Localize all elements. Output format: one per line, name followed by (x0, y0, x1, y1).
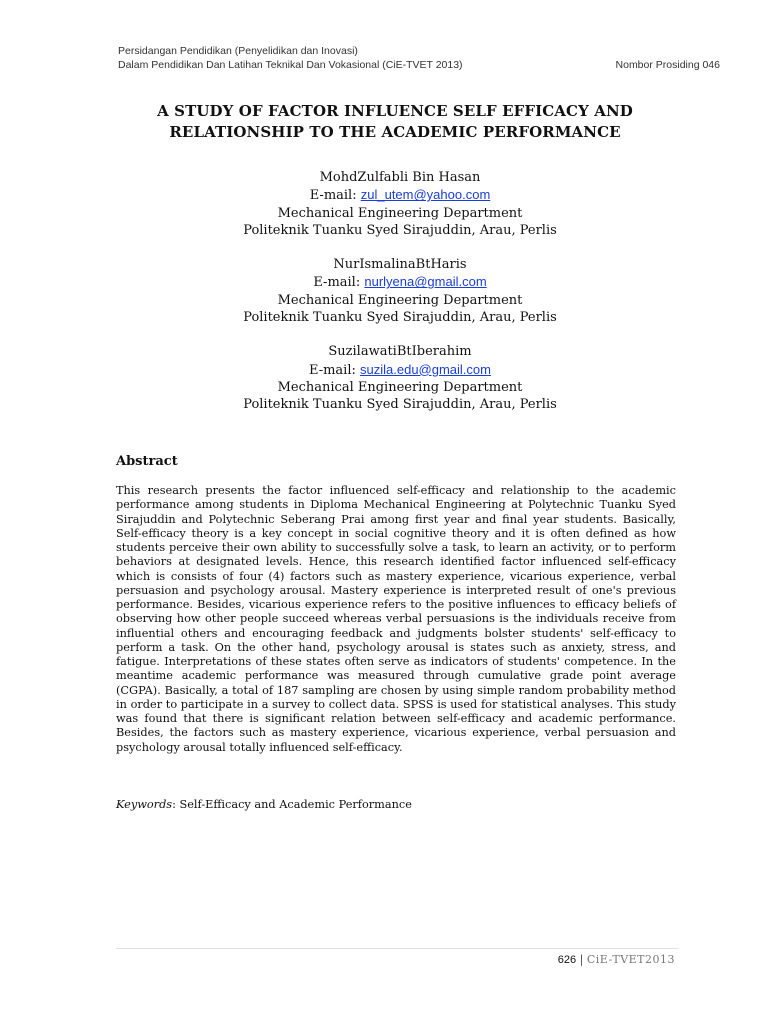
author-institution: Politeknik Tuanku Syed Sirajuddin, Arau, Perlis (243, 397, 557, 413)
email-label: E-mail: (313, 275, 365, 291)
header-proceeding-number: Nombor Prosiding 046 (615, 59, 720, 71)
keywords-text: : Self-Efficacy and Academic Performance (172, 798, 412, 811)
author-institution: Politeknik Tuanku Syed Sirajuddin, Arau, Perlis (243, 310, 557, 326)
keywords-line (116, 798, 676, 811)
author-email-line (150, 361, 650, 379)
author-department: Mechanical Engineering Department (277, 292, 523, 308)
author-name: SuzilawatiBtIberahim (328, 344, 472, 360)
abstract-body: This research presents the factor influenced self-efficacy and relationship to the academic performance among students in Diploma Mechanical Engineering at Polytechnic Tuanku Syed Sirajuddin and Polytechnic Seberang Prai among first year and final year students. Basically, Self-efficacy theory is a key concept in social cognitive theory and it is often defined as how students perceive their own ability to successfully solve a task, to learn an activity, or to perform behaviors at designated levels. Hence, this research identified factor influenced self-efficacy which is consists of four (4) factors such as mastery experience, vicarious experience, verbal persuasion and psychology arousal. Mastery experience is interpreted result of one's previous performance. Besides, vicarious experience refers to the positive influences to efficacy beliefs of observing how other people succeed whereas verbal persuasions is the individuals receive from influential others and encouraging feedback and judgments bolster students' self-efficacy to perform a task. On the other hand, psychology arousal is states such as anxiety, stress, and fatigue. Interpretations of these states often serve as indicators of students' competence. In the meantime academic performance was measured through cumulative grade point average (CGPA). Basically, a total of 187 sampling are chosen by using simple random probability method in order to participate in a survey to collect data. SPSS is used for statistical analyses. This study was found that there is significant relation between self-efficacy and academic performance. Besides, the factors such as mastery experience, vicarious experience, verbal persuasion and psychology arousal totally influenced self-efficacy. (116, 484, 676, 754)
abstract-heading: Abstract (116, 454, 178, 469)
paper-title-line2: RELATIONSHIP TO THE ACADEMIC PERFORMANCE (169, 123, 621, 141)
author-email-line (150, 186, 650, 204)
footer-divider (116, 948, 678, 949)
author-1 (150, 169, 650, 239)
keywords-label: Keywords (116, 798, 173, 811)
author-2 (150, 256, 650, 326)
footer-conference: CiE-TVET2013 (586, 953, 675, 966)
page-number: 626 (557, 954, 577, 966)
paper-title-line1: A STUDY OF FACTOR INFLUENCE SELF EFFICACY AND (157, 102, 633, 120)
running-header (118, 44, 720, 72)
footer-separator: | (576, 953, 587, 966)
author-institution: Politeknik Tuanku Syed Sirajuddin, Arau, Perlis (243, 222, 557, 238)
author-email-line (150, 273, 650, 291)
paper-title (100, 101, 690, 143)
header-conference-line2: Dalam Pendidikan Dan Latihan Teknikal Dan Vokasional (CiE-TVET 2013) (118, 59, 463, 71)
author-3 (150, 343, 650, 413)
author-email-link[interactable]: suzila.edu@gmail.com (360, 361, 491, 377)
author-email-link[interactable]: nurlyena@gmail.com (364, 274, 487, 290)
author-name: MohdZulfabli Bin Hasan (319, 170, 481, 185)
email-label: E-mail: (308, 362, 361, 378)
page-footer (558, 953, 675, 966)
author-department: Mechanical Engineering Department (277, 379, 523, 395)
author-department: Mechanical Engineering Department (277, 205, 523, 221)
email-label: E-mail: (309, 188, 361, 204)
author-block (150, 169, 650, 431)
header-conference-line1: Persidangan Pendidikan (Penyelidikan dan Inovasi) (118, 45, 358, 57)
author-name: NurIsmalinaBtHaris (333, 257, 467, 273)
author-email-link[interactable]: zul_utem@yahoo.com (360, 187, 491, 203)
